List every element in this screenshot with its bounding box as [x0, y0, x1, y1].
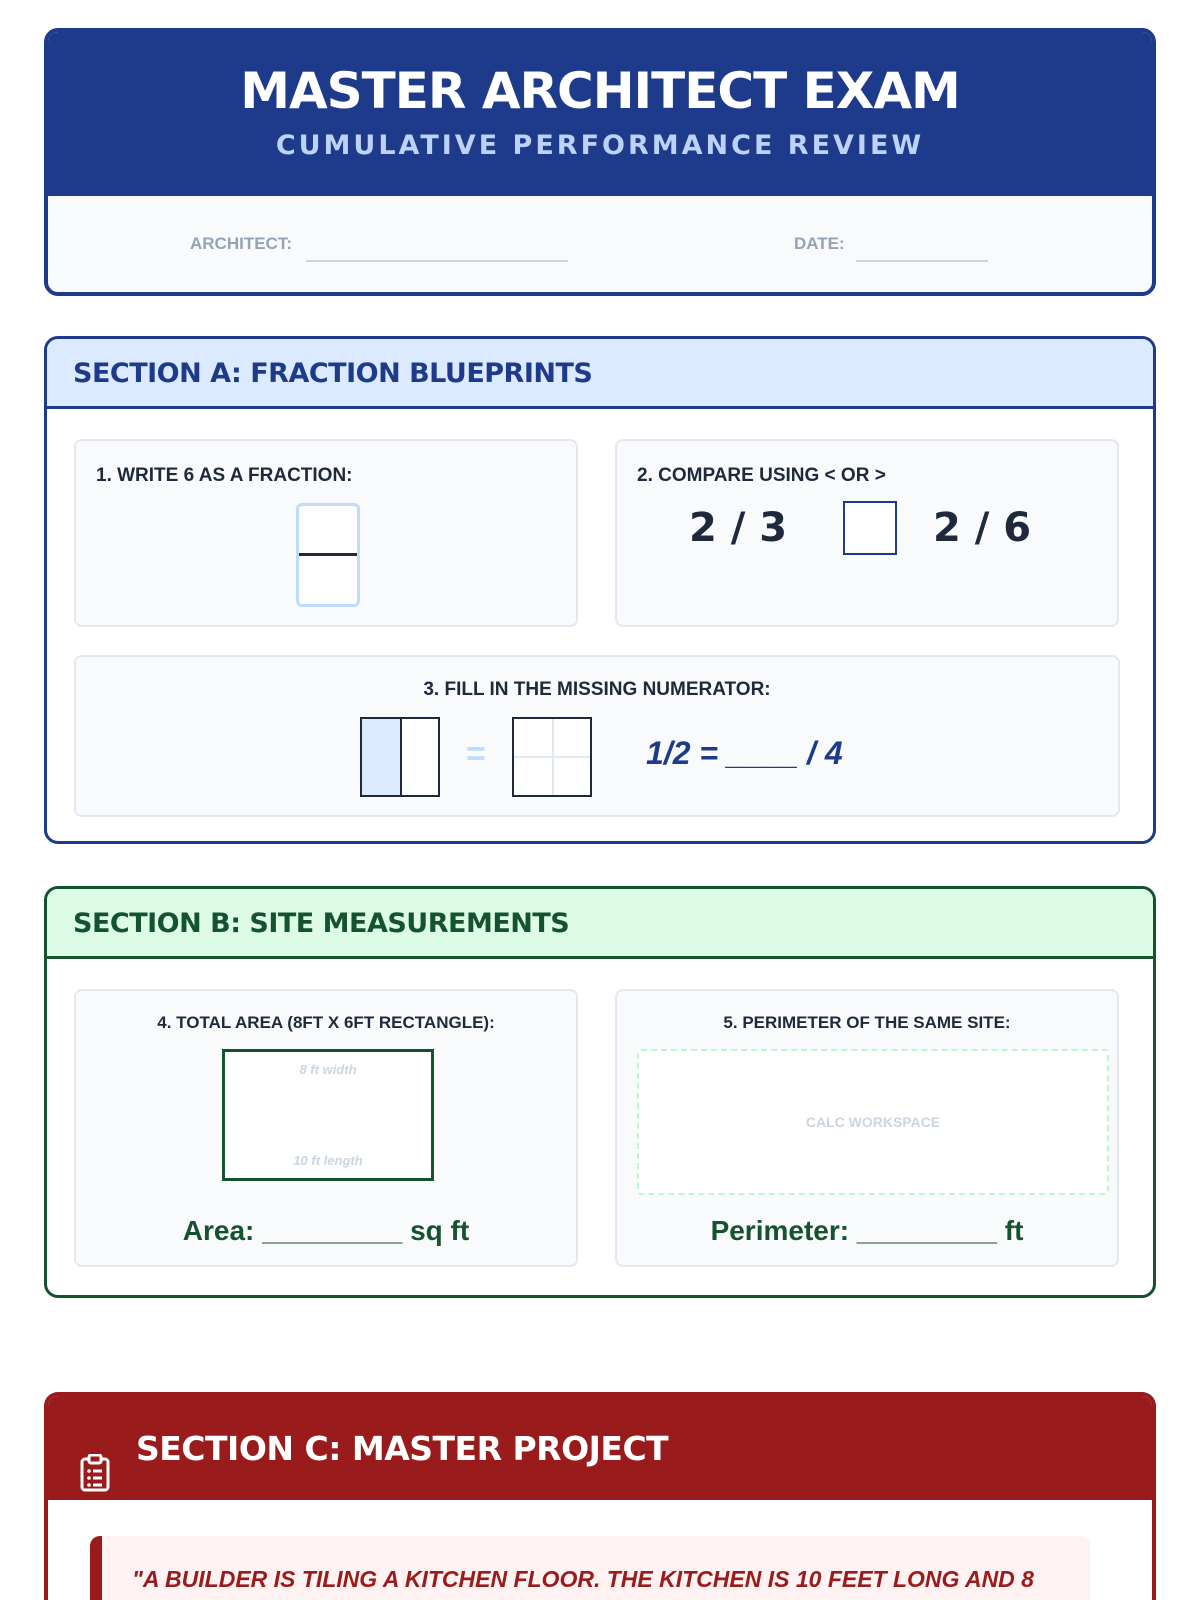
- section-c-title: SECTION C: MASTER PROJECT: [136, 1428, 669, 1468]
- exam-header: [44, 28, 1156, 296]
- right-fraction: 2 / 6: [933, 505, 1032, 551]
- section-b-title: SECTION B: SITE MEASUREMENTS: [47, 889, 1153, 959]
- question-4: [74, 989, 578, 1267]
- area-answer[interactable]: Area: _________ sq ft: [182, 1215, 470, 1246]
- date-label: DATE:: [794, 234, 845, 253]
- exam-subtitle: CUMULATIVE PERFORMANCE REVIEW: [275, 130, 925, 161]
- question-1: [74, 439, 578, 627]
- equals-sign: =: [466, 735, 486, 773]
- fraction-answer-box[interactable]: [296, 503, 360, 607]
- perimeter-answer[interactable]: Perimeter: _________ ft: [710, 1215, 1024, 1246]
- comparison-answer-box[interactable]: [843, 501, 897, 555]
- question-4-label: 4. TOTAL AREA (8FT X 6FT RECTANGLE):: [157, 1013, 495, 1032]
- length-label: 10 ft length: [293, 1153, 363, 1168]
- half-shaded-model: [360, 717, 440, 797]
- half-divider: [400, 719, 402, 795]
- question-3: [74, 655, 1120, 817]
- calc-workspace[interactable]: CALC WORKSPACE: [637, 1049, 1109, 1195]
- width-label: 8 ft width: [299, 1062, 357, 1077]
- shaded-half: [362, 719, 400, 795]
- question-1-label: 1. WRITE 6 AS A FRACTION:: [96, 465, 353, 486]
- architect-label: ARCHITECT:: [190, 234, 292, 253]
- clipboard-icon: [80, 1429, 110, 1467]
- section-b: [44, 886, 1156, 1298]
- project-problem-box: [90, 1536, 1090, 1600]
- header-banner: [48, 32, 1152, 196]
- section-c-header: [48, 1396, 1152, 1500]
- left-fraction: 2 / 3: [689, 505, 788, 551]
- header-meta: [48, 196, 1152, 292]
- fraction-bar: [299, 553, 357, 556]
- missing-numerator-equation[interactable]: 1/2 = ____ / 4: [646, 735, 843, 771]
- date-field[interactable]: [856, 260, 988, 262]
- section-a-title: SECTION A: FRACTION BLUEPRINTS: [47, 339, 1153, 409]
- question-2: [615, 439, 1119, 627]
- question-3-label: 3. FILL IN THE MISSING NUMERATOR:: [423, 679, 771, 700]
- quarter-horizontal-divider: [514, 756, 590, 758]
- architect-name-field[interactable]: [306, 260, 568, 262]
- question-5-label: 5. PERIMETER OF THE SAME SITE:: [723, 1013, 1011, 1032]
- question-2-label: 2. COMPARE USING < OR >: [637, 465, 886, 486]
- quarter-grid-model: [512, 717, 592, 797]
- exam-title: MASTER ARCHITECT EXAM: [240, 62, 960, 120]
- section-a: [44, 336, 1156, 844]
- project-problem-text: "A BUILDER IS TILING A KITCHEN FLOOR. THE KITCHEN IS 10 FEET LONG AND 8: [132, 1566, 1034, 1592]
- rectangle-diagram: [222, 1049, 434, 1181]
- question-5: [615, 989, 1119, 1267]
- section-c: [44, 1392, 1156, 1600]
